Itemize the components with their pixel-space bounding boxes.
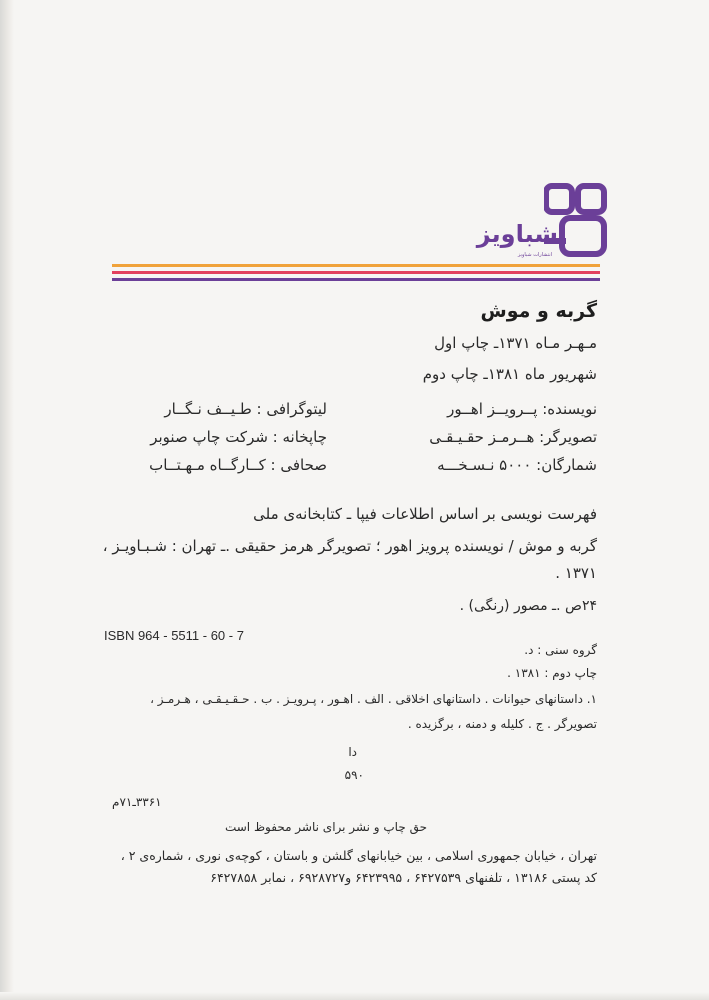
publisher-logo <box>468 182 608 264</box>
book-title: گربه و موش <box>480 300 597 322</box>
illustrator-credit: تصویرگر: هــرمـز حقـیـقـی <box>429 428 597 446</box>
classification-da: دا <box>348 745 357 759</box>
copies-credit: شمارگان: ۵۰۰۰ نـسـخـــه <box>437 456 597 474</box>
catalog-pages: ۲۴ص .ـ مصور (رنگی) . <box>459 598 597 614</box>
classification-number: ۵۹۰ <box>344 768 364 782</box>
edition-line: چاپ دوم : ۱۳۸۱ . <box>507 666 597 680</box>
subject-line-2: تصویرگر . ج . کلیله و دمنه ، برگزیده . <box>407 717 597 731</box>
subject-line-1: ۱. داستانهای حیوانات . داستانهای اخلاقی . الف . اهـور ، پـرویـز . ب . حـقـیـقـی ، هـرمـز ، <box>150 692 597 706</box>
page-binding-edge <box>0 0 14 1000</box>
address-line-1: تهران ، خیابان جمهوری اسلامی ، بین خیابانهای گلشن و باستان ، کوچه‌ی نوری ، شماره‌ی ۲ ، <box>120 848 597 863</box>
stripe-red <box>112 271 600 274</box>
catalog-heading: فهرست نویسی بر اساس اطلاعات فیپا ـ کتابخانه‌ی ملی <box>253 505 597 523</box>
stripe-purple <box>112 278 600 281</box>
rights-reserved: حق چاپ و نشر برای ناشر محفوظ است <box>224 820 427 834</box>
publisher-logo-subtitle: انتشارات شباویز <box>517 252 552 258</box>
binding-credit: صحافی : کــارگــاه مـهـتــاب <box>149 456 327 474</box>
author-credit: نویسنده: پــرویــز اهــور <box>447 400 597 418</box>
second-print-line: شهریور ماه ۱۳۸۱ـ چاپ دوم <box>422 365 597 383</box>
address-line-2: کد پستی ۱۳۱۸۶ ، تلفنهای ۶۴۲۷۵۳۹ ، ۶۴۲۳۹۹۵ و۶۹۲۸۷۲۷ ، نمابر ۶۴۲۷۸۵۸ <box>210 870 597 885</box>
catalog-entry-line-2: ۱۳۷۱ . <box>555 564 597 582</box>
library-number: ۳۳۶۱ـ۷۱م <box>112 795 162 809</box>
first-print-line: مـهـر مـاه ۱۳۷۱ـ چاپ اول <box>434 334 597 352</box>
page-bottom-edge <box>0 992 709 1000</box>
catalog-entry-line-1: گربه و موش / نویسنده پرویز اهور ؛ تصویرگر هرمز حقیقی .ـ تهران : شـبـاویـز ، <box>102 537 597 555</box>
printing-credit: چاپخانه : شرکت چاپ صنوبر <box>150 428 327 446</box>
age-group: گروه سنی : د. <box>524 643 597 657</box>
stripe-orange <box>112 264 600 267</box>
isbn: ISBN 964 - 5511 - 60 - 7 <box>104 628 244 643</box>
publisher-logo-name: شباویز <box>476 220 558 248</box>
lithography-credit: لیتوگرافی : طـیــف نـگــار <box>164 400 327 418</box>
